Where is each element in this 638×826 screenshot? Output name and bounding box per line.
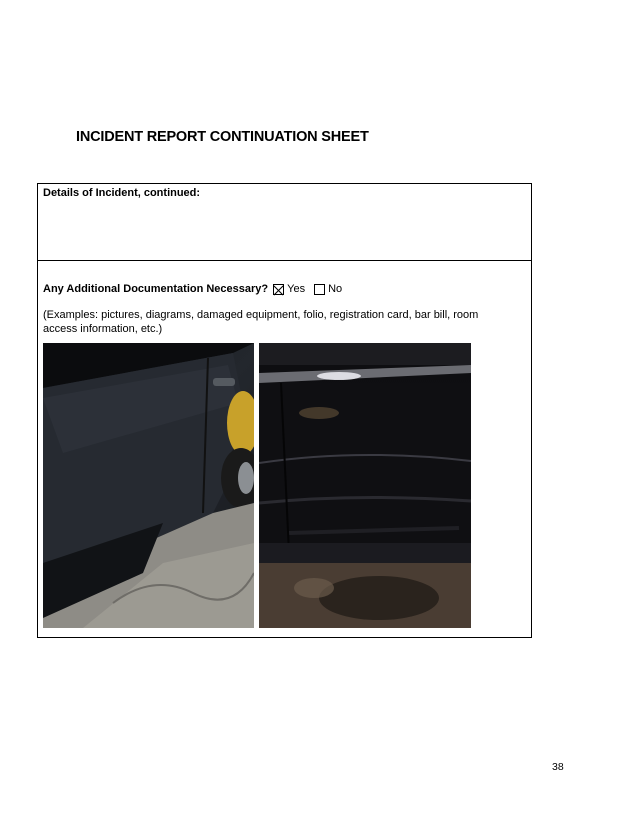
documentation-examples: (Examples: pictures, diagrams, damaged equipment, folio, registration card, bar bill, room access information, etc.): [43, 309, 479, 335]
documentation-question-row: [43, 283, 346, 295]
damage-photo-left: [43, 343, 254, 628]
details-section: [38, 184, 531, 261]
page-number: 38: [552, 761, 564, 773]
details-label: Details of Incident, continued:: [43, 187, 201, 199]
yes-checkbox[interactable]: [273, 284, 284, 295]
yes-label: Yes: [287, 283, 306, 295]
incident-form: [37, 183, 532, 638]
no-label: No: [328, 283, 343, 295]
no-checkbox[interactable]: [314, 284, 325, 295]
page-title: INCIDENT REPORT CONTINUATION SHEET: [76, 129, 369, 145]
documentation-section: [38, 260, 531, 637]
documentation-question: Any Additional Documentation Necessary?: [43, 283, 269, 295]
damage-photo-right: [259, 343, 471, 628]
